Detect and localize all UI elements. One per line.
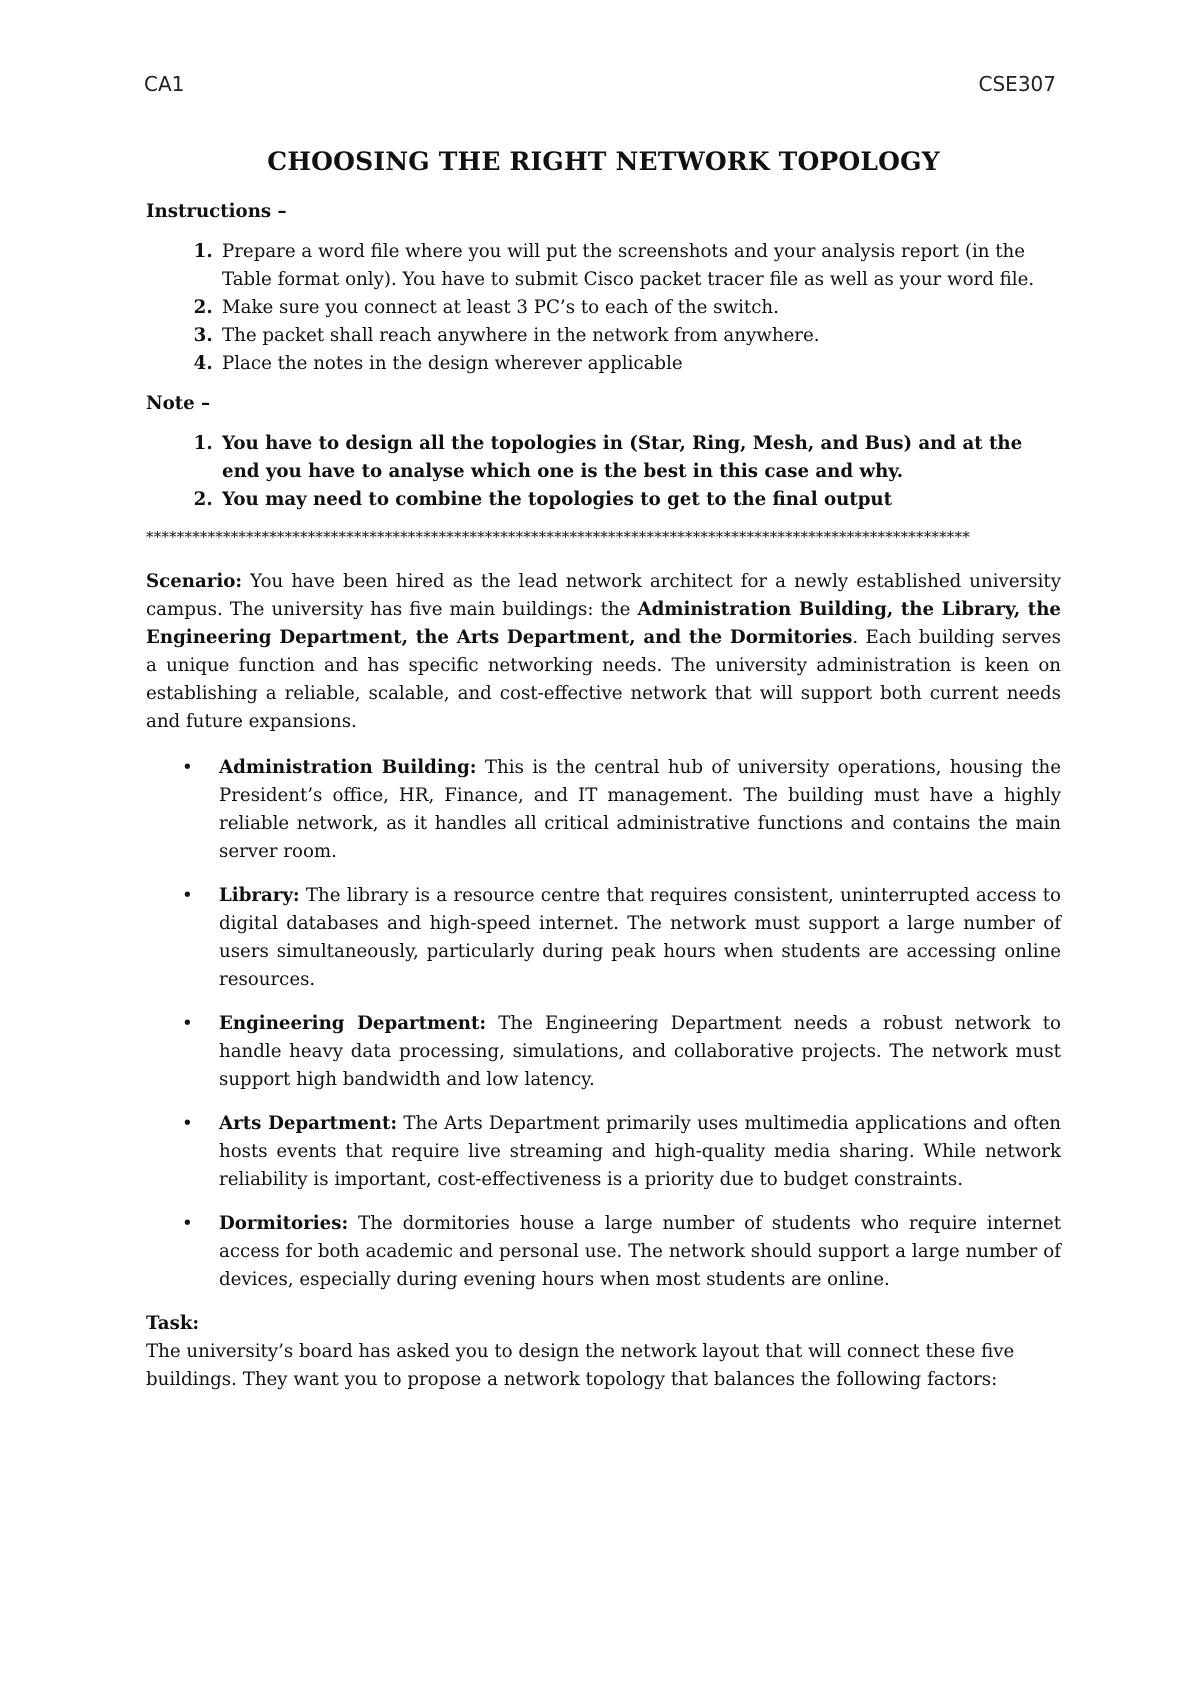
building-name: Dormitories:: [219, 1213, 349, 1234]
separator-line: ***********************************************************************************************************: [146, 528, 970, 546]
building-name: Administration Building:: [219, 757, 477, 778]
instruction-item: 3. The packet shall reach anywhere in the network from anywhere.: [219, 322, 1061, 350]
building-desc: This is the central hub of university operations, housing the President’s office, HR, Finance, and IT management. The building must have a highly reliable network, as it handles all critical administrative functions and contains the main server room.: [219, 757, 1061, 862]
note-list: [146, 430, 1061, 514]
instructions-list: [146, 238, 1061, 378]
building-name: Library:: [219, 885, 300, 906]
scenario-label: Scenario:: [146, 571, 243, 592]
bullet-icon: •: [182, 1113, 193, 1134]
building-name: Arts Department:: [219, 1113, 398, 1134]
document-body: [146, 148, 1061, 1394]
bullet-icon: •: [182, 1013, 193, 1034]
instruction-item: 2. Make sure you connect at least 3 PC’s to each of the switch.: [219, 294, 1061, 322]
page-title: CHOOSING THE RIGHT NETWORK TOPOLOGY: [267, 147, 940, 176]
note-item: 2. You may need to combine the topologies to get to the final output: [219, 486, 1061, 514]
note-heading: Note –: [146, 393, 211, 414]
scenario-paragraph: [146, 568, 1061, 736]
building-item-library: [182, 882, 1061, 994]
bullet-icon: •: [182, 1213, 193, 1234]
building-desc: The library is a resource centre that requires consistent, uninterrupted access to digital databases and high-speed internet. The network must support a large number of users simultaneously, particularly during peak hours when students are accessing online resources.: [219, 885, 1061, 990]
building-item-engineering: [182, 1010, 1061, 1094]
task-paragraph: The university’s board has asked you to design the network layout that will connect these five buildings. They want you to propose a network topology that balances the following factors:: [146, 1341, 1015, 1390]
building-item-dormitories: [182, 1210, 1061, 1294]
instruction-item: 4. Place the notes in the design wherever applicable: [219, 350, 1061, 378]
task-heading: Task:: [146, 1313, 200, 1334]
scenario-text-rest: . Each building serves a unique function and has specific networking needs. The university administration is keen on establishing a reliable, scalable, and cost-effective network that will support both current needs and future expansions.: [146, 627, 1061, 732]
building-desc: The Arts Department primarily uses multimedia applications and often hosts events that require live streaming and high-quality media sharing. While network reliability is important, cost-effectiveness is a priority due to budget constraints.: [219, 1113, 1061, 1190]
header-course-id: CSE307: [978, 72, 1056, 96]
bullet-icon: •: [182, 885, 193, 906]
bullet-icon: •: [182, 757, 193, 778]
header-course-code: CA1: [144, 72, 185, 96]
building-item-arts: [182, 1110, 1061, 1194]
building-desc: The Engineering Department needs a robust network to handle heavy data processing, simulations, and collaborative projects. The network must support high bandwidth and low latency.: [219, 1013, 1061, 1090]
instructions-heading: Instructions –: [146, 201, 287, 222]
building-desc: The dormitories house a large number of students who require internet access for both academic and personal use. The network should support a large number of devices, especially during evening hours when most students are online.: [219, 1213, 1061, 1290]
scenario-text-intro: You have been hired as the lead network architect for a newly established university campus. The university has five main buildings: the: [146, 571, 1061, 620]
building-item-administration: [182, 754, 1061, 866]
scenario-buildings: Administration Building, the Library, the Engineering Department, the Arts Department, and the Dormitories: [146, 599, 1061, 648]
note-item: 1. You have to design all the topologies in (Star, Ring, Mesh, and Bus) and at the end you have to analyse which one is the best in this case and why.: [219, 430, 1061, 486]
instruction-item: 1. Prepare a word file where you will put the screenshots and your analysis report (in the Table format only). You have to submit Cisco packet tracer file as well as your word file.: [219, 238, 1061, 294]
building-name: Engineering Department:: [219, 1013, 487, 1034]
buildings-list: [146, 754, 1061, 1294]
